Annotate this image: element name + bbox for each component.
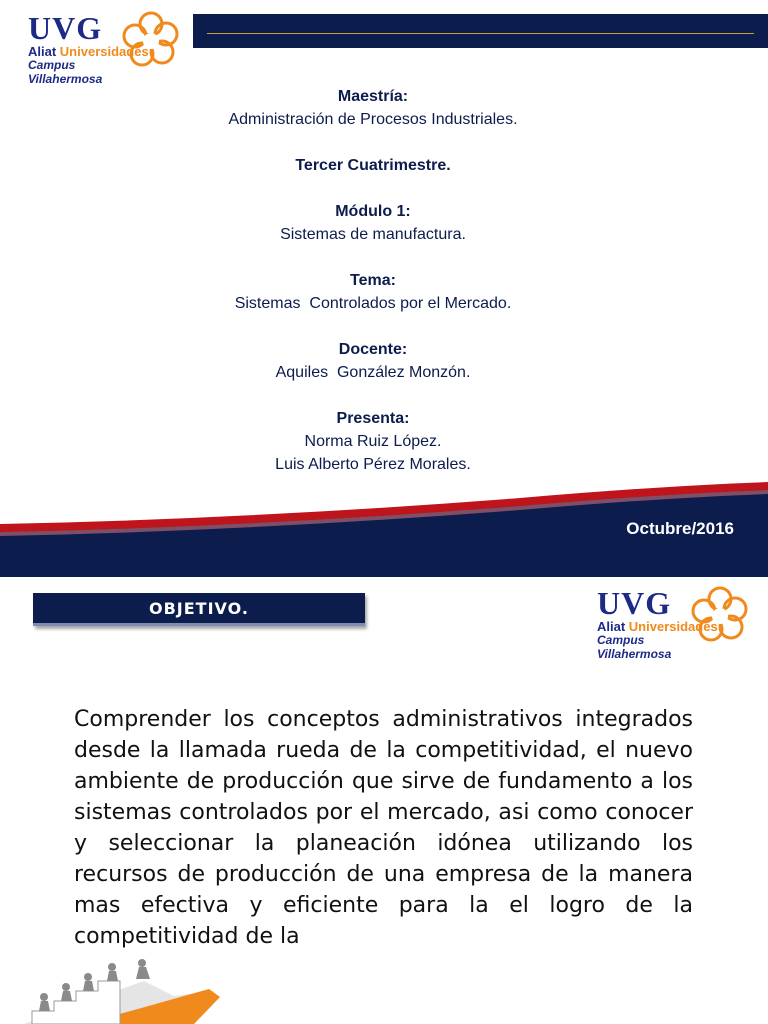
logo-brand: UVG xyxy=(28,10,103,46)
logo-tagline xyxy=(28,44,149,59)
objetivo-text: Comprender los conceptos administrativos integrados desde la llamada rueda de la competitividad, el nuevo ambiente de producción que sirve de fundamento a los sistemas controlados por el mercado, asi como conocer y seleccionar la planeación idónea utilizando los recursos de producción de una empresa de la manera mas efectiva y eficiente para la el logro de la competitividad de la xyxy=(74,707,693,949)
uvg-logo xyxy=(28,10,193,90)
maestria-label: Maestría: xyxy=(337,88,409,105)
cuatrimestre: Tercer Cuatrimestre. xyxy=(295,157,451,174)
docente-value: Aquiles González Monzón. xyxy=(275,364,471,381)
logo-campus-2-line1: Campus xyxy=(597,633,645,647)
logo-campus xyxy=(28,58,102,86)
objetivo-slide xyxy=(0,577,768,1024)
header-banner xyxy=(193,14,768,48)
objetivo-title: OBJETIVO. xyxy=(149,599,249,618)
tema-label: Tema: xyxy=(350,272,396,289)
cover-info xyxy=(0,85,746,476)
presenta-name-2: Luis Alberto Pérez Morales. xyxy=(275,456,471,473)
uvg-logo-2 xyxy=(597,585,762,665)
logo-aliat-2: Aliat xyxy=(597,619,626,634)
objetivo-title-bar xyxy=(33,593,365,626)
logo-campus-2 xyxy=(597,633,671,661)
runners-illustration xyxy=(24,951,220,1024)
docente-label: Docente: xyxy=(338,341,408,358)
presenta-name-1: Norma Ruiz López. xyxy=(304,433,442,450)
maestria-value: Administración de Procesos Industriales. xyxy=(228,111,518,128)
presenta-label: Presenta: xyxy=(336,410,410,427)
logo-tagline-2 xyxy=(597,619,718,634)
banner-gold-line xyxy=(207,33,754,34)
logo-universidades-2: Universidades xyxy=(628,619,718,634)
uvg-ring-icon xyxy=(689,585,751,647)
tema-value: Sistemas Controlados por el Mercado. xyxy=(234,295,512,312)
logo-aliat: Aliat xyxy=(28,44,57,59)
uvg-ring-icon xyxy=(120,10,182,72)
modulo-value: Sistemas de manufactura. xyxy=(280,226,466,243)
logo-universidades: Universidades xyxy=(59,44,149,59)
modulo-label: Módulo 1: xyxy=(335,203,411,220)
logo-campus-line1: Campus xyxy=(28,58,76,72)
cover-date: Octubre/2016 xyxy=(626,519,734,538)
logo-brand-2: UVG xyxy=(597,585,672,621)
logo-campus-line2: Villahermosa xyxy=(28,72,103,86)
logo-campus-2-line2: Villahermosa xyxy=(597,647,672,661)
